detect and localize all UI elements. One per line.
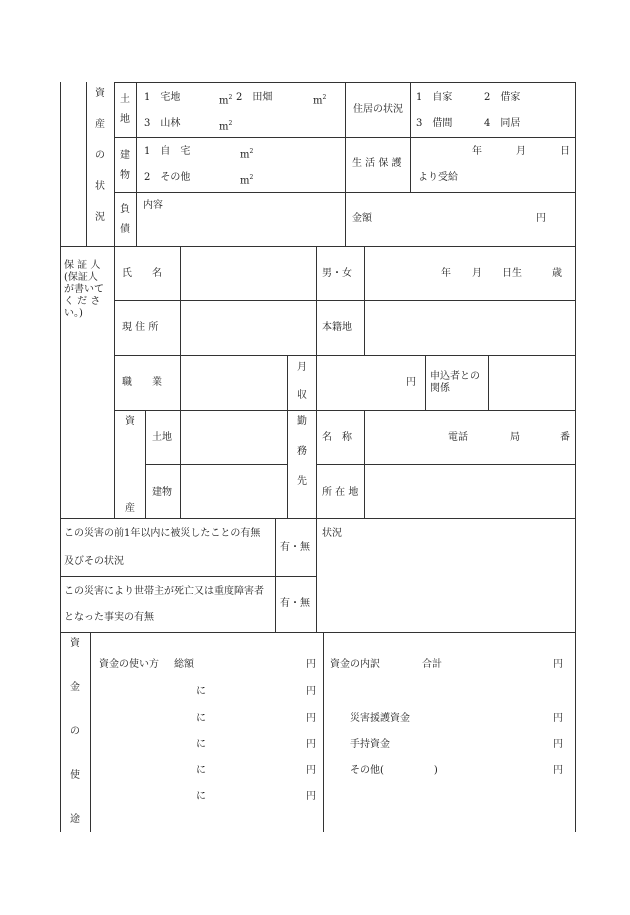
guarantor-assets-label: 資 産 [125, 416, 135, 514]
history-q1-line1: この災害の前1年以内に被災したことの有無 [64, 528, 261, 539]
guarantor-gender: 男・女 [322, 268, 352, 279]
welfare-day: 日 [560, 146, 570, 157]
guarantor-birth-month: 月 [472, 268, 482, 279]
name-col [180, 246, 181, 355]
guarantor-row3 [114, 410, 576, 411]
building-label: 建 物 [120, 150, 130, 181]
guarantor-building: 建物 [152, 487, 172, 498]
welfare-year: 年 [472, 146, 482, 157]
land-forest-unit: $m^2$ [219, 120, 233, 133]
land-field: 2 田畑 [236, 92, 273, 103]
debt-yen: 円 [536, 213, 546, 224]
label-char: 産 [95, 119, 105, 130]
welfare-label: 生 活 保 護 [352, 158, 402, 169]
land-residential-unit: $m^2$ [219, 94, 233, 107]
guarantor-number: 番 [560, 432, 570, 443]
guarantor-name: 氏 名 [122, 268, 162, 279]
funds-own-money: 手持資金 [350, 739, 390, 750]
label-char: 況 [95, 212, 105, 223]
residence-rent: 2 借家 [484, 92, 521, 103]
assets-sub-right [136, 82, 137, 246]
assets-row2 [114, 192, 576, 193]
funds-other: その他( ) [350, 765, 438, 776]
funds-use-yen: 円 [306, 765, 316, 776]
funds-use-yen: 円 [306, 791, 316, 802]
building-other: 2 その他 [144, 172, 191, 183]
right-border [575, 82, 576, 832]
history-bottom [60, 632, 576, 633]
funds-mid-divider [323, 632, 324, 832]
guarantor-work-name: 名 称 [322, 432, 352, 443]
gender-right [364, 246, 365, 355]
welfare-received: より受給 [418, 172, 458, 183]
label-char: 資 [95, 88, 105, 99]
history-q1-line2: 及びその状況 [64, 556, 124, 567]
building-home-unit: $m^2$ [240, 148, 254, 161]
guarantor-row4a [145, 464, 287, 465]
guarantor-phone: 電話 [448, 432, 468, 443]
funds-section-label: 資 金 の 使 途 [70, 638, 80, 825]
gender-left [316, 246, 317, 518]
guarantor-income-yen: 円 [406, 377, 416, 388]
residence-label: 住居の状況 [353, 104, 403, 115]
residence-own: 1 自家 [416, 92, 453, 103]
debt-label: 負 債 [120, 204, 130, 235]
g-land-col [180, 410, 181, 518]
history-answer-right [316, 518, 317, 632]
funds-use-ni: に [196, 739, 206, 750]
g-assets-col [145, 410, 146, 518]
occupation-col [180, 355, 181, 410]
funds-sum-yen: 円 [553, 659, 563, 670]
debt-amount: 金額 [352, 213, 372, 224]
residence-room: 3 借間 [416, 118, 453, 129]
funds-use-yen: 円 [306, 713, 316, 724]
funds-disaster-aid: 災害援護資金 [350, 713, 410, 724]
funds-sum: 合計 [422, 659, 442, 670]
funds-total-yen: 円 [306, 659, 316, 670]
building-other-unit: $m^2$ [240, 174, 254, 187]
funds-disaster-aid-yen: 円 [553, 713, 563, 724]
guarantor-relation: 申込者との 関係 [430, 371, 480, 394]
history-answer-left [275, 518, 276, 632]
land-forest: 3 山林 [144, 118, 181, 129]
left-border [60, 82, 61, 832]
funds-breakdown: 資金の内訳 [330, 659, 380, 670]
funds-use-ni: に [196, 686, 206, 697]
funds-use-yen: 円 [306, 686, 316, 697]
guarantor-work-address: 所 在 地 [322, 487, 359, 498]
guarantor-income-label: 月 収 [297, 362, 307, 401]
funds-total: 総額 [174, 659, 194, 670]
funds-other-yen: 円 [553, 765, 563, 776]
guarantor-row2 [114, 355, 576, 356]
history-q2-line1: この災害により世帯主が死亡又は重度障害者 [64, 586, 264, 597]
assets-bottom [60, 246, 576, 247]
building-home: 1 自 宅 [144, 146, 191, 157]
funds-use-ni: に [196, 713, 206, 724]
history-q2-line2: となった事実の有無 [64, 612, 154, 623]
funds-own-money-yen: 円 [553, 739, 563, 750]
guarantor-row1 [114, 300, 576, 301]
assets-mid-divider [345, 82, 346, 246]
guarantor-land: 土地 [152, 432, 172, 443]
welfare-month: 月 [516, 146, 526, 157]
guarantor-work-label: 勤 務 先 [297, 416, 307, 487]
history-status: 状況 [322, 528, 342, 539]
relation-left [425, 355, 426, 410]
guarantor-row4b [316, 464, 576, 465]
work-name-col [364, 410, 365, 518]
label-char: の [95, 150, 105, 161]
guarantor-address: 現 住 所 [122, 322, 159, 333]
funds-usage: 資金の使い方 [99, 659, 159, 670]
guarantor-label-divider [114, 246, 115, 518]
assets-top [114, 82, 576, 83]
guarantor-domicile: 本籍地 [322, 322, 352, 333]
funds-use-yen: 円 [306, 739, 316, 750]
guarantor-occupation: 職 業 [122, 377, 162, 388]
guarantor-birth-year: 年 [441, 268, 451, 279]
history-mid [60, 576, 316, 577]
relation-right [488, 355, 489, 410]
guarantor-age: 歳 [552, 268, 562, 279]
debt-content: 内容 [143, 200, 163, 211]
funds-use-ni: に [196, 765, 206, 776]
funds-label-divider [90, 632, 91, 832]
funds-use-ni: に [196, 791, 206, 802]
history-q2-answer: 有・無 [280, 598, 310, 609]
history-q1-answer: 有・無 [280, 542, 310, 553]
guarantor-birth-day: 日生 [502, 268, 522, 279]
land-residential: 1 宅地 [144, 92, 181, 103]
guarantor-bureau: 局 [510, 432, 520, 443]
guarantor-section-label: 保 証 人 (保証人 が書いて く だ さ い。) [64, 260, 104, 319]
residence-cohabit: 4 同居 [484, 118, 521, 129]
guarantor-bottom [60, 518, 576, 519]
assets-row1 [114, 137, 576, 138]
assets-outer-left [86, 82, 87, 246]
land-field-unit: $m^2$ [313, 94, 327, 107]
land-label: 土 地 [120, 94, 130, 125]
assets-section-label [88, 88, 112, 224]
label-char: 状 [95, 181, 105, 192]
